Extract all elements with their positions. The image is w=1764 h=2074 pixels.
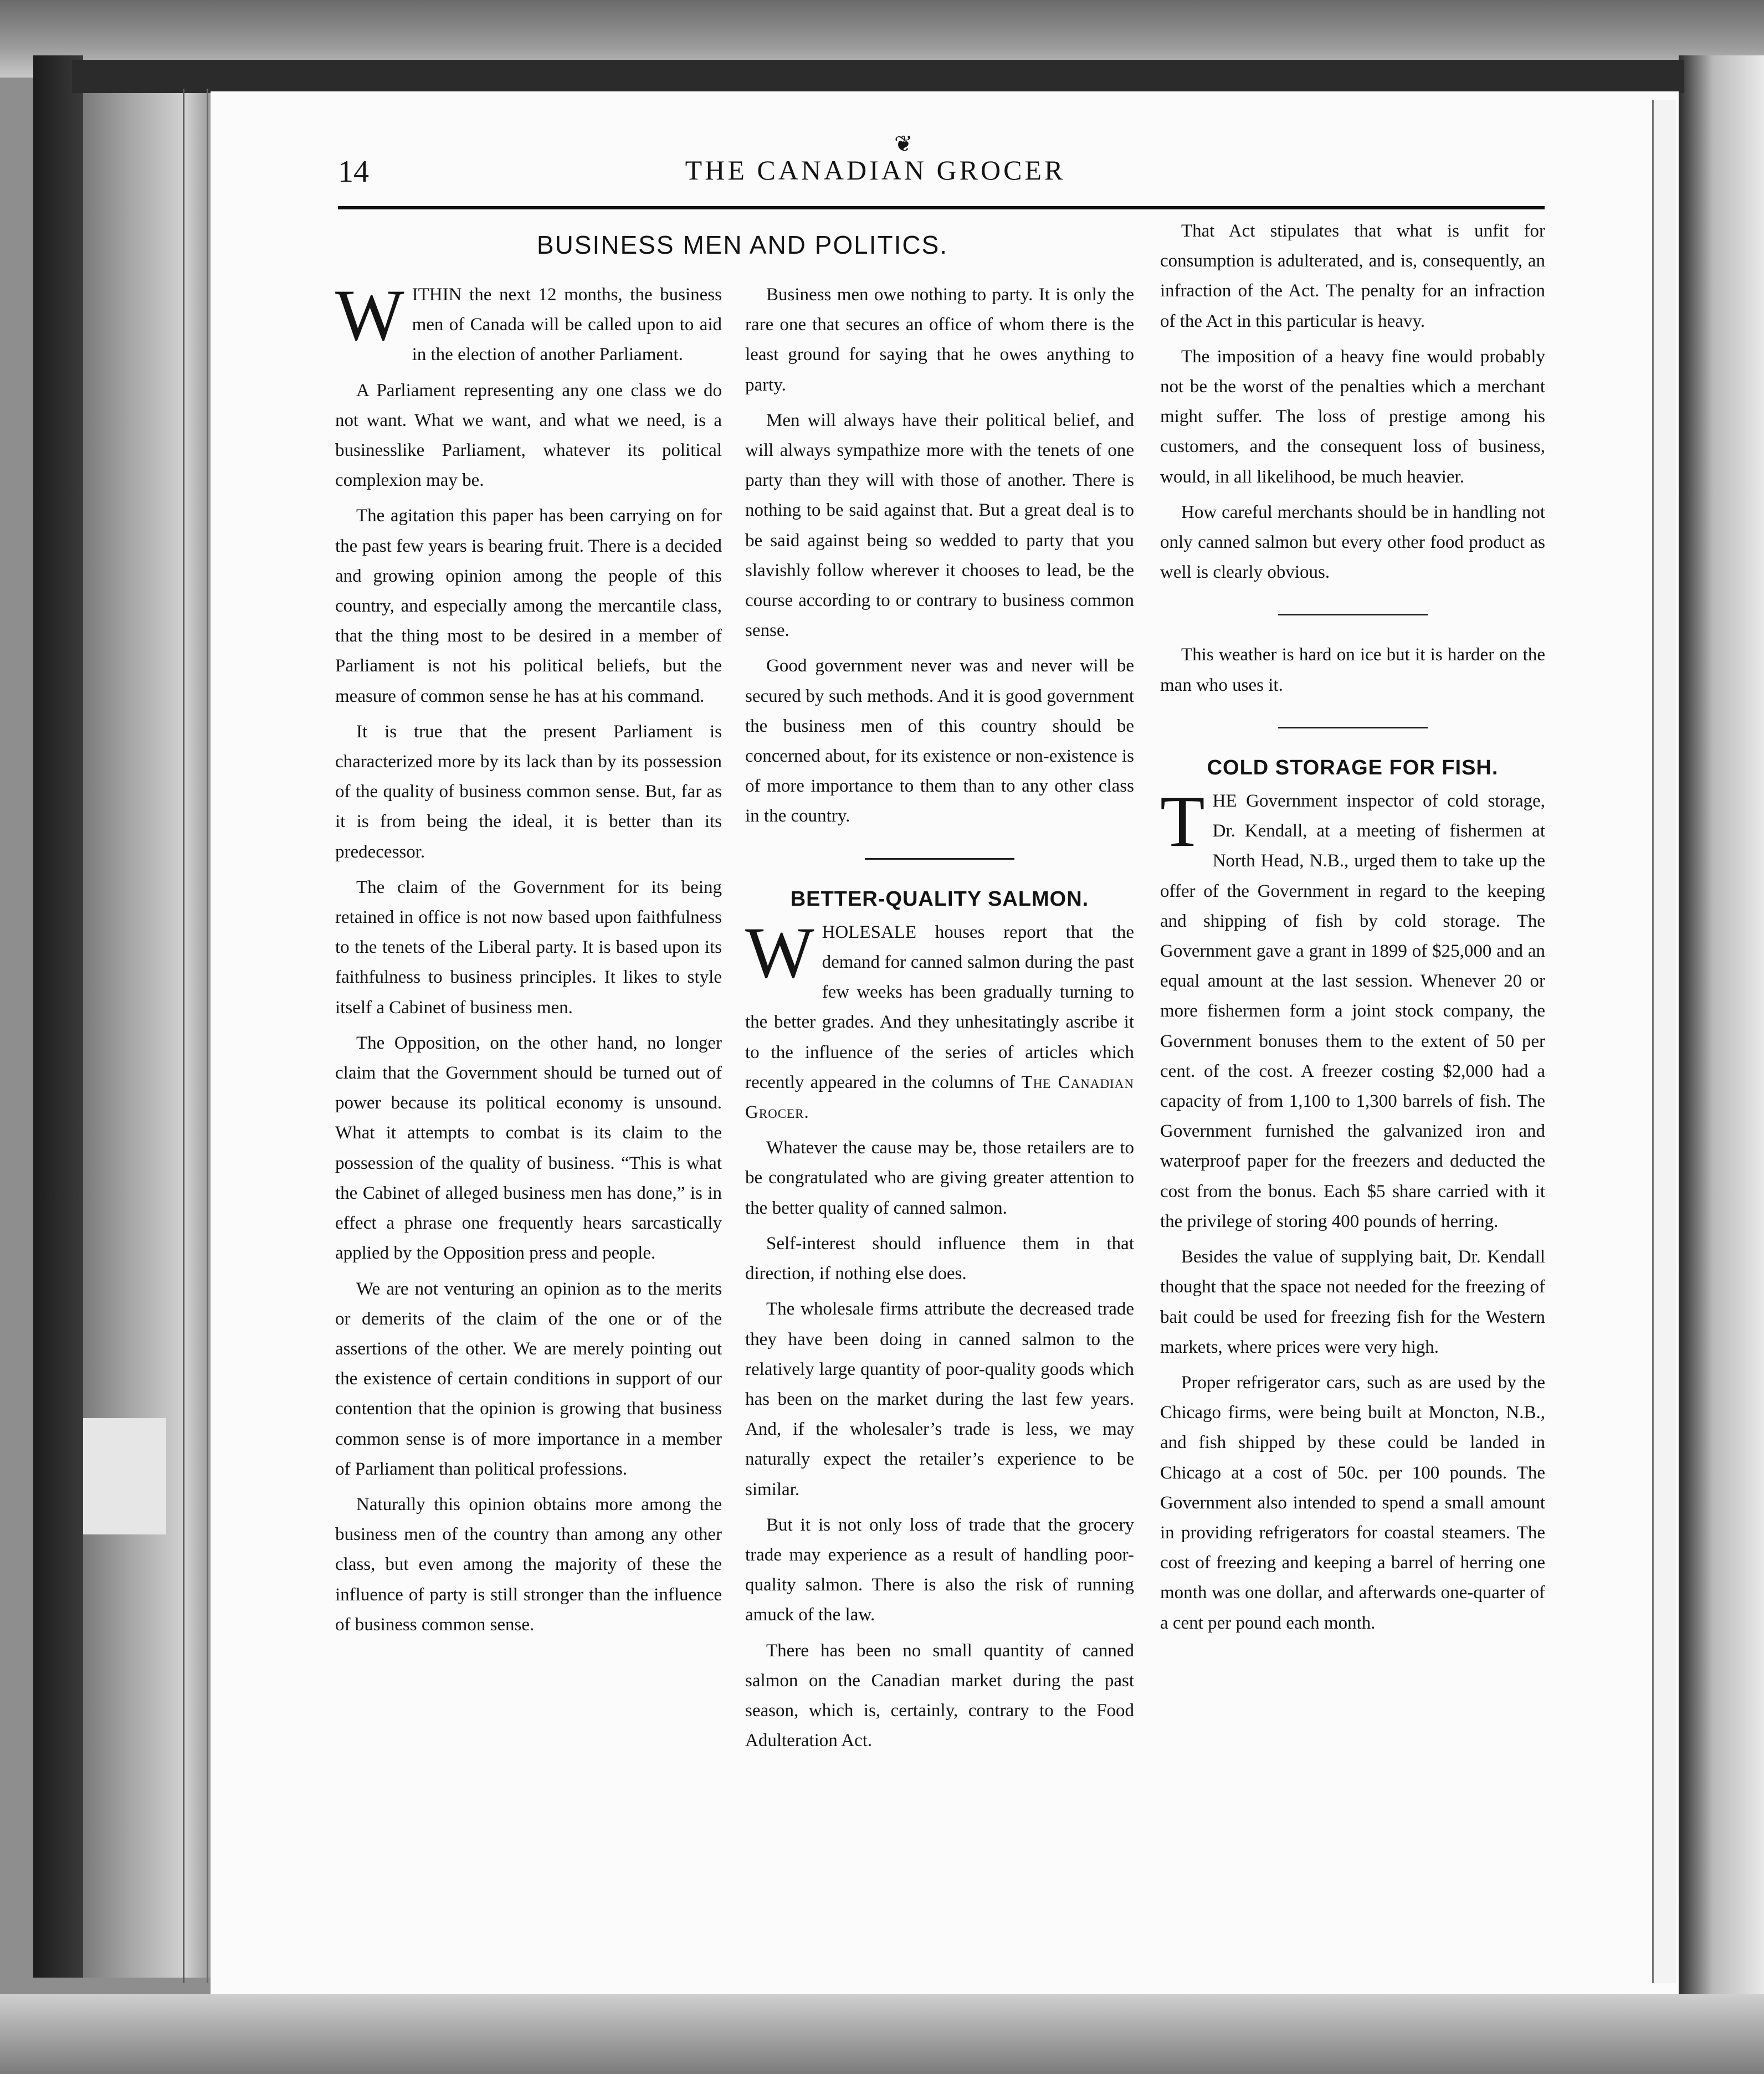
paragraph: The imposition of a heavy fine would probably not be the worst of the penalties which a merchant might suffer. The loss of prestige among his customers, and the consequent loss of business, would, in all likelihood, be much heavier.: [1160, 346, 1545, 487]
ornament-mark: ❦: [894, 131, 913, 156]
lead-text: ITHIN the next 12 months, the business men of Canada will be called upon to aid in the election of another Parliament.: [412, 285, 722, 365]
cover-light-patch: [83, 1418, 166, 1534]
next-page-edge: [1652, 100, 1676, 1983]
paragraph: We are not venturing an opinion as to the merits or demerits of the claim of the one or of the assertions of the other. We are merely pointing out the existence of certain conditions in support of our contention that the opinion is growing that business common sense is of more importance in a member of Parliament than political professions.: [335, 1279, 722, 1479]
section-divider: [1278, 614, 1428, 615]
publication-name: The Canadian Grocer: [745, 1072, 1134, 1123]
filler-paragraph: This weather is hard on ice but it is harder on the man who uses it.: [1160, 645, 1545, 695]
paragraph: Men will always have their political belief, and will always sympathize more with the tenets of one party than they will with those of another. There is nothing to be said against that. But a great deal is to be said against being so wedded to party that you slavishly follow wherever it chooses to lead, be the course according to or contrary to business common sense.: [745, 410, 1134, 641]
paragraph: Whatever the cause may be, those retailers are to be congratulated who are giving greater attention to the better quality of canned salmon.: [745, 1138, 1134, 1218]
paragraph: The agitation this paper has been carrying on for the past few years is bearing fruit. There is a decided and growing opinion among the people of this country, and especially among the mercantile class, that the thing most to be desired in a member of Parliament is not his political beliefs, but the measure of common sense he has at his command.: [335, 506, 722, 706]
paragraph: That Act stipulates that what is unfit for consumption is adulterated, and is, consequently, an infraction of the Act. The penalty for an infraction of the Act in this particular is heavy.: [1160, 221, 1545, 331]
drop-cap: W: [745, 911, 814, 993]
paragraph: Good government never was and never will be secured by such methods. And it is good government the business men of this country should be concerned about, for its existence or non-existence is of more importance to them than to any other class in the country.: [745, 656, 1134, 826]
column-right: [1160, 216, 1545, 1644]
lead-text: HOLESALE houses report that the demand for canned salmon during the past few weeks has been gradually turning to the better grades. And they unhesitatingly ascribe it to the influence of the series of articles which recently appeared in the columns of: [745, 922, 1134, 1092]
column-left: [335, 274, 722, 1645]
paragraph: But it is not only loss of trade that the grocery trade may experience as a result of handling poor-quality salmon. There is also the risk of running amuck of the law.: [745, 1515, 1134, 1625]
lead-text-end: .: [804, 1102, 809, 1123]
column-middle: [745, 280, 1134, 1761]
paragraph: The Opposition, on the other hand, no longer claim that the Government should be turned out of power because its political economy is unsound. What it attempts to combat is its claim to the possession of the quality of business. “This is what the Cabinet of alleged business men has done,” is in effect a phrase one frequently hears sarcastically applied by the Opposition press and people.: [335, 1033, 722, 1264]
page-number: 14: [338, 155, 369, 189]
paragraph: How careful merchants should be in handling not only canned salmon but every other food product as well is clearly obvious.: [1160, 502, 1545, 583]
gutter-lines: [183, 89, 208, 1983]
paragraph: The wholesale firms attribute the decreased trade they have been doing in canned salmon to the relatively large quantity of poor-quality goods which has been on the market during the last few years. And, if the wholesaler’s trade is less, we may naturally expect the retailer’s experience to be similar.: [745, 1299, 1134, 1500]
lead-paragraph: [335, 274, 722, 370]
book-binding: [33, 55, 83, 1978]
paragraph: There has been no small quantity of canned salmon on the Canadian market during the past season, which is, certainly, contrary to the Food Adulteration Act.: [745, 1640, 1134, 1751]
paragraph: The claim of the Government for its being retained in office is not now based upon faithfulness to the tenets of the Liberal party. It is based upon its faithfulness to business principles. It likes to style itself a Cabinet of business men.: [335, 877, 722, 1018]
article-title-cold-storage: COLD STORAGE FOR FISH.: [1207, 756, 1499, 779]
article-title-business-men: BUSINESS MEN AND POLITICS.: [536, 230, 948, 259]
section-divider: [865, 858, 1014, 860]
drop-cap: T: [1160, 781, 1205, 863]
header-rule: [338, 206, 1545, 209]
paragraph: Besides the value of supplying bait, Dr. Kendall thought that the space not needed for the freezing of bait could be used for freezing fish for the Western markets, where prices were very high.: [1160, 1247, 1545, 1357]
scan-bottom-shadow: [0, 1994, 1764, 2074]
page-top-frame: [72, 60, 1684, 93]
lead-paragraph: [745, 911, 1134, 1127]
lead-text: HE Government inspector of cold storage, Dr. Kendall, at a meeting of fishermen at North Head, N.B., urged them to take up the offer of the Government in regard to the keeping and shipping of fish by cold storage. The Government gave a grant in 1899 of $25,000 and an equal amount at the last session. Whenever 20 or more fishermen form a joint stock company, the Government bonuses them to the extent of 50 per cent. of the cost. A freezer costing $2,000 had a capacity of from 1,100 to 1,300 barrels of fish. The Government furnished the galvanized iron and waterproof paper for the freezers and deducted the cost from the bonus. Each $5 share carried with it the privilege of storing 400 pounds of herring.: [1160, 791, 1545, 1231]
running-head: THE CANADIAN GROCER: [685, 155, 1066, 186]
section-divider: [1278, 727, 1428, 728]
scan-right-edge: [1679, 55, 1764, 2027]
drop-cap: W: [335, 274, 404, 356]
paragraph: Business men owe nothing to party. It is only the rare one that secures an office of whom there is the least ground for saying that he owes anything to party.: [745, 285, 1134, 395]
paragraph: Proper refrigerator cars, such as are used by the Chicago firms, were being built at Moncton, N.B., and fish shipped by these could be landed in Chicago at a cost of 50c. per 100 pounds. The Government also intended to spend a small amount in providing refrigerators for coastal steamers. The cost of freezing and keeping a barrel of herring one month was one dollar, and afterwards one-quarter of a cent per pound each month.: [1160, 1372, 1545, 1633]
lead-paragraph: [1160, 781, 1545, 1236]
paragraph: Naturally this opinion obtains more among the business men of the country than among any other class, but even among the majority of these the influence of party is still stronger than the influence of business common sense.: [335, 1494, 722, 1635]
paragraph: It is true that the present Parliament is characterized more by its lack than by its possession of the quality of business common sense. But, far as it is from being the ideal, it is better than its predecessor.: [335, 721, 722, 862]
paragraph: A Parliament representing any one class we do not want. What we want, and what we need, is a businesslike Parliament, whatever its political complexion may be.: [335, 380, 722, 491]
paragraph: Self-interest should influence them in that direction, if nothing else does.: [745, 1233, 1134, 1284]
article-title-salmon: BETTER-QUALITY SALMON.: [790, 887, 1089, 911]
